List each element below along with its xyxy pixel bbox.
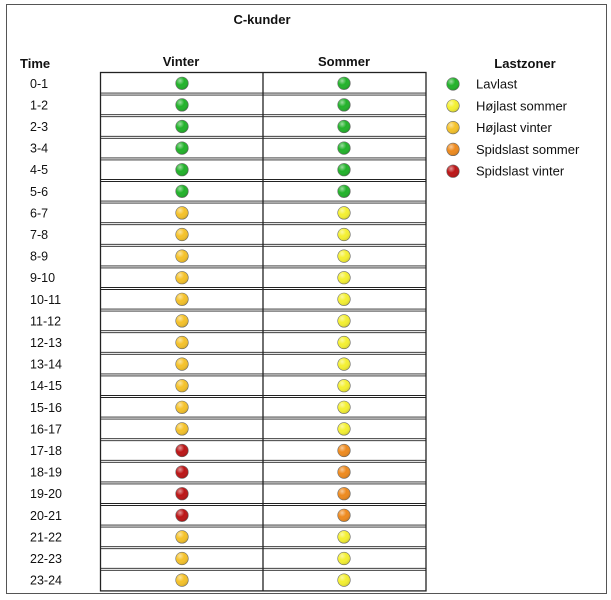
table-row — [30, 530, 350, 544]
table-row — [30, 228, 350, 242]
hour-label: 13-14 — [30, 357, 62, 372]
sommer-dot — [338, 466, 351, 479]
sommer-dot — [338, 185, 351, 198]
vinter-dot — [176, 444, 189, 457]
table-row — [30, 206, 350, 220]
table-row — [30, 314, 350, 328]
sommer-dot — [338, 207, 351, 220]
vinter-dot — [176, 228, 189, 241]
hour-label: 12-13 — [30, 336, 62, 350]
table-row — [30, 401, 350, 415]
vinter-dot — [176, 77, 189, 90]
sommer-dot — [338, 574, 351, 587]
vinter-dot — [176, 315, 189, 328]
table-row — [30, 250, 350, 264]
legend-swatch — [447, 143, 460, 156]
hour-label: 1-2 — [30, 98, 49, 113]
hour-label: 10-11 — [30, 292, 62, 307]
table-row — [30, 422, 350, 436]
table-row — [30, 487, 350, 501]
table-row — [30, 358, 350, 372]
legend-title: Lastzoner — [494, 56, 556, 71]
hour-label: 9-10 — [30, 271, 56, 286]
sommer-dot — [338, 379, 351, 392]
hour-label: 20-21 — [30, 508, 62, 523]
table-grid — [101, 73, 427, 591]
vinter-dot — [176, 142, 189, 155]
legend-item — [447, 164, 565, 179]
sommer-dot — [338, 315, 351, 328]
vinter-dot — [176, 120, 189, 133]
hour-label: 0-1 — [30, 76, 49, 91]
sommer-dot — [338, 271, 351, 284]
vinter-dot — [176, 401, 189, 414]
hour-label: 5-6 — [30, 184, 49, 199]
hour-label: 11-12 — [30, 314, 62, 329]
table-rows — [30, 77, 350, 588]
table-row — [30, 185, 350, 199]
table-row — [30, 163, 350, 177]
sommer-dot — [338, 336, 351, 349]
sommer-dot — [338, 444, 351, 457]
hour-label: 15-16 — [30, 400, 62, 415]
sommer-dot — [338, 423, 351, 436]
vinter-dot — [176, 531, 189, 544]
sommer-dot — [338, 77, 351, 90]
table-row — [30, 379, 350, 393]
vinter-dot — [176, 207, 189, 220]
vinter-dot — [176, 487, 189, 500]
table-row — [30, 509, 350, 523]
sommer-dot — [338, 142, 351, 155]
legend-label: Højlast vinter — [476, 120, 552, 136]
sommer-dot — [338, 250, 351, 263]
vinter-dot — [176, 293, 189, 306]
table-row — [30, 574, 350, 588]
hour-label: 14-15 — [30, 379, 62, 394]
table-row — [30, 142, 350, 156]
table-row — [30, 444, 350, 458]
table-row — [30, 98, 350, 112]
legend-swatch — [447, 100, 460, 113]
vinter-dot — [176, 574, 189, 587]
sommer-dot — [338, 120, 351, 133]
vinter-dot — [176, 250, 189, 263]
table-row — [30, 271, 350, 285]
sommer-dot — [338, 163, 351, 176]
legend-swatch — [447, 121, 460, 134]
vinter-dot — [176, 466, 189, 479]
hour-label: 17-18 — [30, 444, 62, 458]
vinter-dot — [176, 271, 189, 284]
sommer-dot — [338, 401, 351, 414]
vinter-dot — [176, 423, 189, 436]
vinter-dot — [176, 163, 189, 176]
legend-label: Højlast sommer — [476, 98, 568, 114]
chart-title: C-kunder — [233, 12, 291, 27]
table-row — [30, 77, 350, 91]
sommer-dot — [338, 228, 351, 241]
sommer-dot — [338, 509, 351, 522]
table-row — [30, 552, 350, 566]
legend-label: Lavlast — [476, 76, 518, 92]
legend-swatch — [447, 165, 460, 178]
legend — [447, 77, 580, 179]
hour-label: 21-22 — [30, 530, 62, 545]
vinter-dot — [176, 552, 189, 565]
row-header-time: Time — [20, 56, 51, 71]
hour-label: 3-4 — [30, 141, 49, 156]
vinter-dot — [176, 99, 189, 112]
hour-label: 18-19 — [30, 465, 62, 480]
column-header-sommer: Sommer — [317, 54, 371, 69]
column-header-vinter: Vinter — [162, 54, 200, 69]
vinter-dot — [176, 379, 189, 392]
hour-label: 22-23 — [30, 552, 62, 566]
legend-item — [447, 120, 553, 135]
hour-label: 19-20 — [30, 487, 62, 502]
hour-label: 2-3 — [30, 120, 49, 134]
sommer-dot — [338, 531, 351, 544]
vinter-dot — [176, 509, 189, 522]
legend-item — [447, 142, 580, 157]
table-row — [30, 120, 350, 134]
legend-item — [447, 77, 518, 92]
hour-label: 6-7 — [30, 206, 49, 221]
table-row — [30, 336, 350, 350]
hour-label: 16-17 — [30, 422, 62, 437]
legend-item — [447, 98, 568, 113]
table-row — [30, 293, 350, 307]
table-row — [30, 466, 350, 480]
sommer-dot — [338, 487, 351, 500]
sommer-dot — [338, 293, 351, 306]
hour-label: 4-5 — [30, 163, 49, 178]
vinter-dot — [176, 336, 189, 349]
sommer-dot — [338, 358, 351, 371]
sommer-dot — [338, 552, 351, 565]
legend-label: Spidslast sommer — [476, 141, 580, 157]
sommer-dot — [338, 99, 351, 112]
legend-label: Spidslast vinter — [476, 163, 565, 179]
vinter-dot — [176, 358, 189, 371]
hour-label: 7-8 — [30, 228, 49, 242]
vinter-dot — [176, 185, 189, 198]
hour-label: 8-9 — [30, 249, 49, 264]
hour-label: 23-24 — [30, 573, 62, 588]
legend-swatch — [447, 78, 460, 91]
